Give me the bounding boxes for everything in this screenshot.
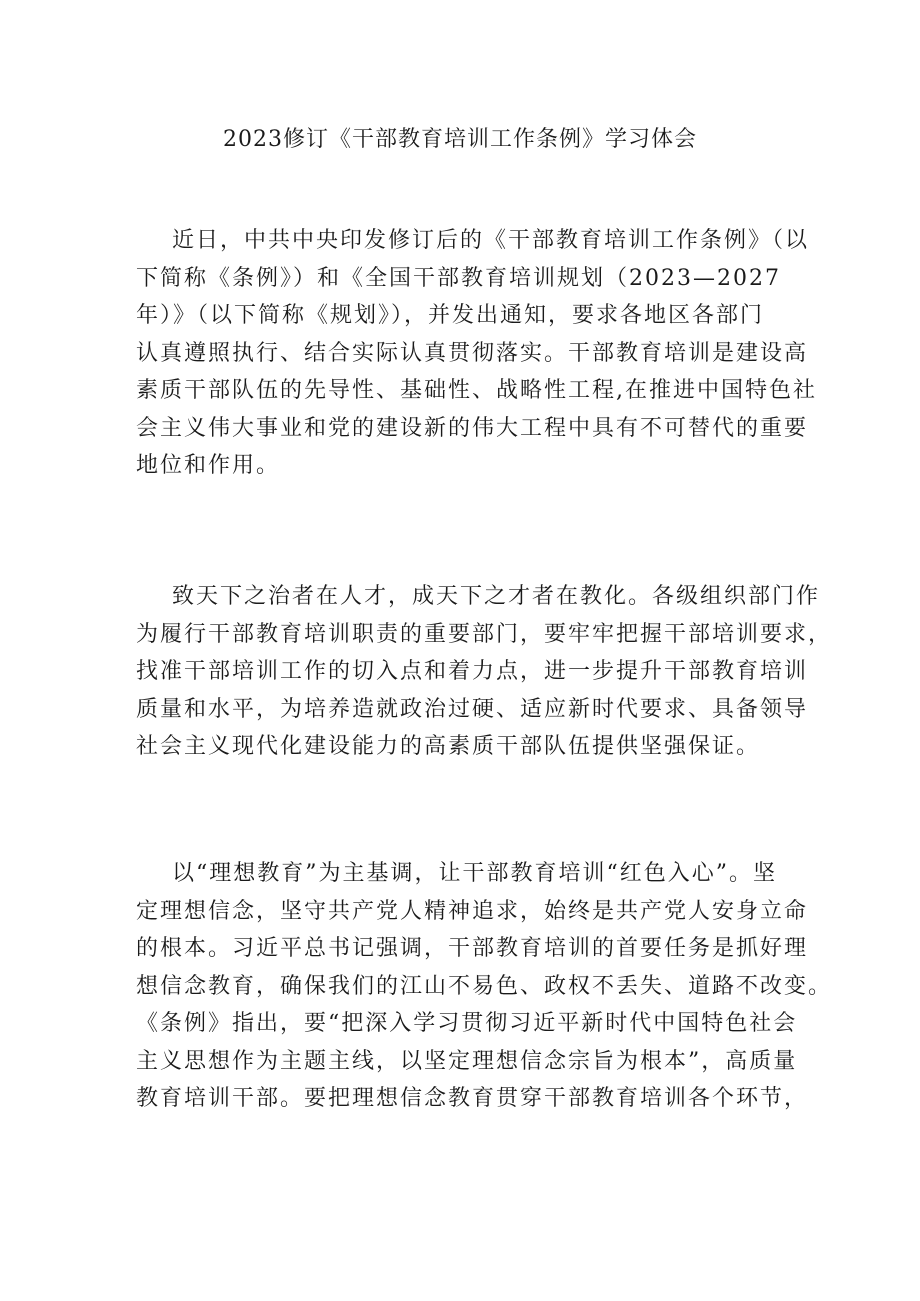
paragraph-line: 下简称《条例》）和《全国干部教育培训规划（2023—2027 xyxy=(136,265,781,291)
paragraph-line: 为履行干部教育培训职责的重要部门，要牢牢把握干部培训要求， xyxy=(136,621,833,647)
document-title: 2023修订《干部教育培训工作条例》学习体会 xyxy=(223,127,697,152)
paragraph-line: 地位和作用。 xyxy=(136,453,281,478)
paragraph-line: 社会主义现代化建设能力的高素质干部队伍提供坚强保证。 xyxy=(136,734,761,759)
paragraph-line: 素质干部队伍的先导性、基础性、战略性工程,在推进中国特色社 xyxy=(136,378,817,403)
paragraph-line: 定理想信念，坚守共产党人精神追求，始终是共产党人安身立命 xyxy=(136,898,809,924)
paragraph-line: 致天下之治者在人才，成天下之才者在教化。各级组织部门作 xyxy=(172,584,821,609)
paragraph-line: 以“理想教育”为主基调，让干部教育培训“红色入心”。坚 xyxy=(172,861,777,886)
paragraph-line: 的根本。习近平总书记强调，干部教育培训的首要任务是抓好理 xyxy=(136,936,809,961)
paragraph-line: 找准干部培训工作的切入点和着力点，进一步提升干部教育培训 xyxy=(136,659,809,684)
paragraph-line: 主义思想作为主题主线，以坚定理想信念宗旨为根本”，高质量 xyxy=(136,1048,798,1074)
paragraph-1 xyxy=(136,222,817,485)
paragraph-line: 会主义伟大事业和党的建设新的伟大工程中具有不可替代的重要 xyxy=(136,415,809,441)
paragraph-line: 想信念教育，确保我们的江山不易色、政权不丢失、道路不改变。 xyxy=(136,973,833,999)
paragraph-line: 教育培训干部。要把理想信念教育贯穿干部教育培训各个环节， xyxy=(136,1086,809,1111)
paragraph-line: 质量和水平，为培养造就政治过硬、适应新时代要求、具备领导 xyxy=(136,696,809,722)
paragraph-line: 《条例》指出，要“把深入学习贯彻习近平新时代中国特色社会 xyxy=(136,1011,798,1036)
paragraph-line: 认真遵照执行、结合实际认真贯彻落实。干部教育培训是建设高 xyxy=(136,340,809,366)
paragraph-line: 年）》（以下简称《规划》），并发出通知，要求各地区各部门 xyxy=(136,303,765,328)
paragraph-3 xyxy=(136,855,833,1118)
paragraph-line: 近日，中共中央印发修订后的《干部教育培训工作条例》（以 xyxy=(172,228,810,253)
paragraph-2 xyxy=(136,578,833,766)
